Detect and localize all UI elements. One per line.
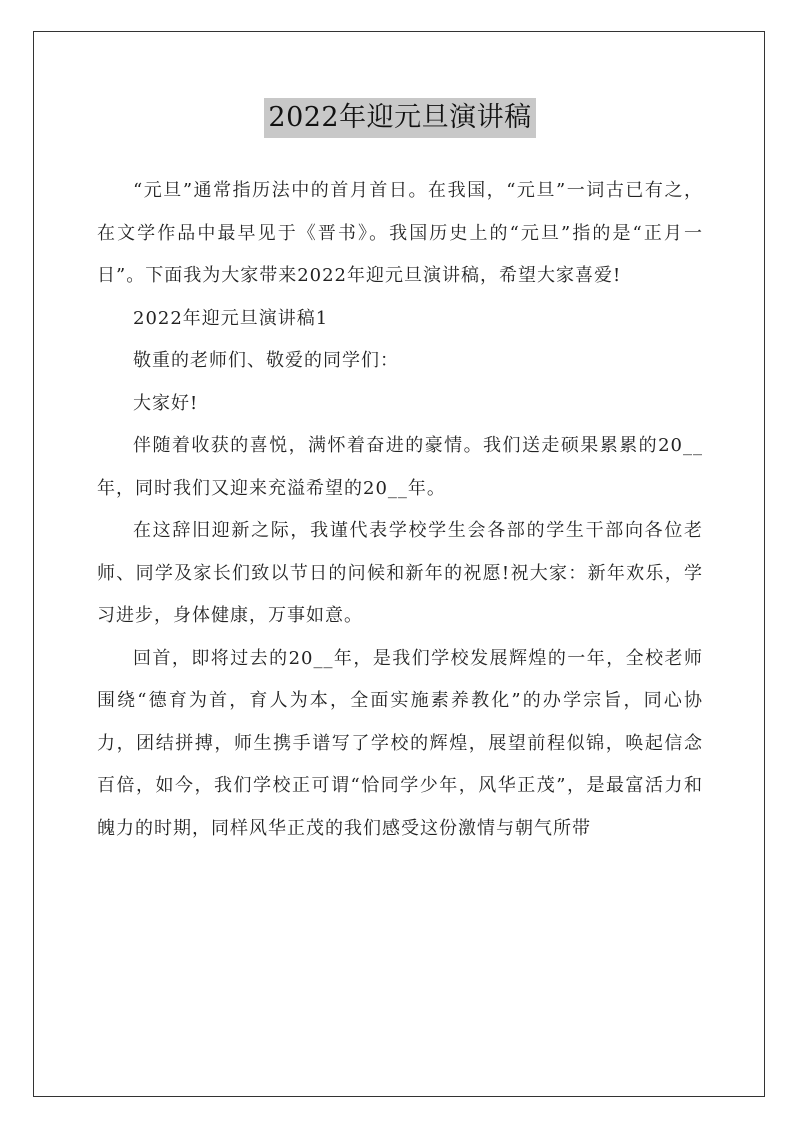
greeting: 大家好! (133, 392, 199, 414)
document-title: 2022年迎元旦演讲稿 (264, 98, 535, 138)
speech-heading: 2022年迎元旦演讲稿1 (133, 307, 329, 329)
salutation: 敬重的老师们、敬爱的同学们： (133, 350, 399, 371)
document-body (97, 170, 703, 850)
intro-paragraph: “元旦”通常指历法中的首月首日。在我国，“元旦”一词古已有之，在文学作品中最早见于《晋书》。我国历史上的“元旦”指的是“正月一日”。下面我为大家带来2022年迎元旦演讲稿，希望大家喜爱! (97, 180, 703, 286)
title-container (0, 98, 800, 138)
body-paragraph: 在这辞旧迎新之际，我谨代表学校学生会各部的学生干部向各位老师、同学及家长们致以节日的问候和新年的祝愿!祝大家：新年欢乐，学习进步，身体健康，万事如意。 (97, 520, 703, 626)
body-paragraph: 伴随着收获的喜悦，满怀着奋进的豪情。我们送走硕果累累的20__年，同时我们又迎来充溢希望的20__年。 (97, 435, 703, 499)
body-paragraph: 回首，即将过去的20__年，是我们学校发展辉煌的一年，全校老师围绕“德育为首，育人为本，全面实施素养教化”的办学宗旨，同心协力，团结拼搏，师生携手谱写了学校的辉煌，展望前程似锦，唤起信念百倍，如今，我们学校正可谓“恰同学少年，风华正茂”，是最富活力和魄力的时期，同样风华正茂的我们感受这份激情与朝气所带 (97, 647, 703, 839)
